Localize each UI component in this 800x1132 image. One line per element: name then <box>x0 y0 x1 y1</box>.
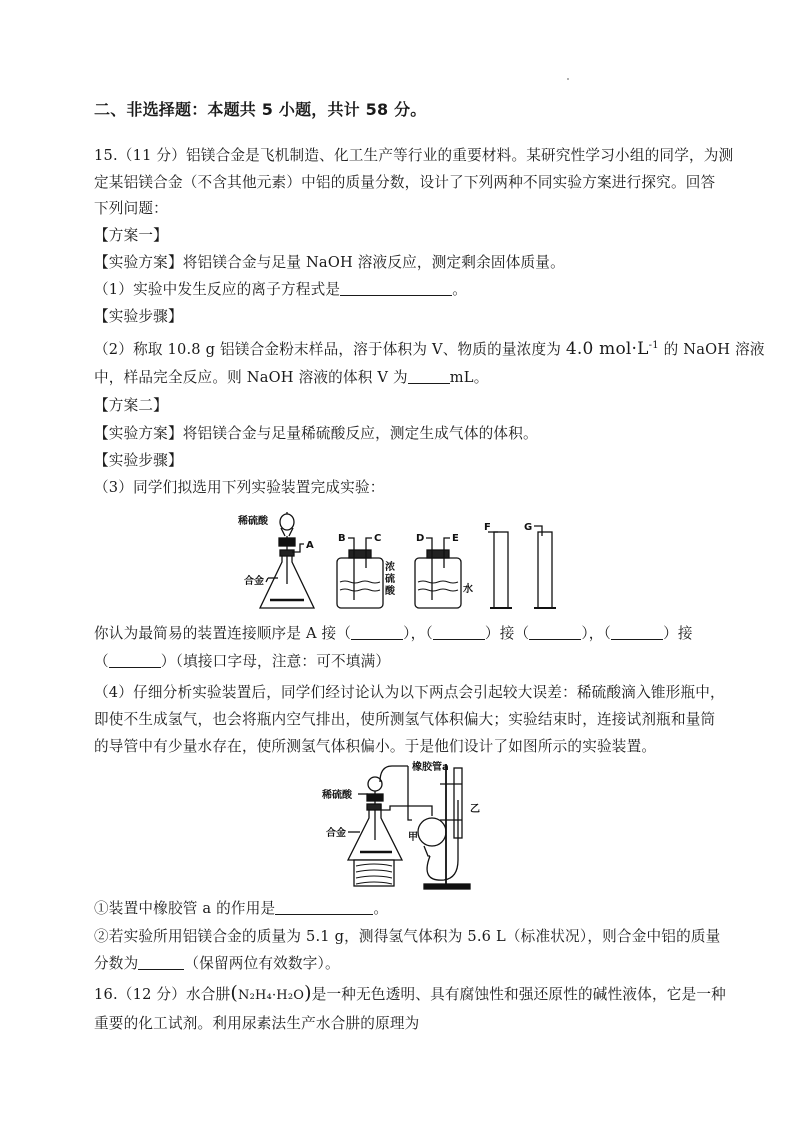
fig1-label-B: B <box>338 533 346 544</box>
fig1-label-D: D <box>416 533 425 544</box>
order-text-2: ），（ <box>403 625 433 642</box>
q15-part3-order-line-1 <box>94 624 693 644</box>
page-mark <box>567 78 569 80</box>
q15-part1 <box>94 280 467 300</box>
fig1-label-G: G <box>524 522 533 533</box>
q15-part4-line-1: （4）仔细分析实验装置后，同学们经讨论认为以下两点会引起较大误差：稀硫酸滴入锥形瓶中， <box>94 684 725 701</box>
fig1-conc-acid-1: 浓 <box>385 562 395 573</box>
part4-ii-end: （保留两位有效数字）。 <box>184 955 340 972</box>
fig2-tube-label: 橡胶管a <box>412 762 449 773</box>
q15-part4-line-2: 即使不生成氢气，也会将瓶内空气排出，使所测氢气体积偏大；实验结束时，连接试剂瓶和量筒 <box>94 711 716 728</box>
order-blank-3[interactable] <box>529 625 581 640</box>
part1-text: （1）实验中发生反应的离子方程式是 <box>94 281 341 298</box>
section-title: 二、非选择题：本题共 5 小题，共计 58 分。 <box>94 100 427 119</box>
fig2-yi-label: 乙 <box>470 804 480 815</box>
steps-label-1: 【实验步骤】 <box>94 308 183 325</box>
part2-text-c: 中，样品完全反应。则 NaOH 溶液的体积 V 为 <box>94 369 408 386</box>
part4-i-end: 。 <box>373 900 389 917</box>
q15-intro-line-3: 下列问题： <box>94 200 168 217</box>
q15-intro-line-1: 15.（11 分）铝镁合金是飞机制造、化工生产等行业的重要材料。某研究性学习小组的同学，为测 <box>94 147 734 164</box>
order-text-7: ）（填接口字母，注意：可不填满） <box>160 653 391 670</box>
fig2-acid-label: 稀硫酸 <box>322 790 352 801</box>
fig1-conc-acid-2: 硫 <box>385 574 395 585</box>
order-text-4: ），（ <box>581 625 612 642</box>
fig1-acid-label: 稀硫酸 <box>238 516 268 527</box>
answer-blank-3[interactable] <box>275 900 373 915</box>
q15-part4-i <box>94 899 388 919</box>
steps-label-2: 【实验步骤】 <box>94 452 183 469</box>
q16-formula-paren-close: ) <box>304 982 312 1004</box>
apparatus-drawing-1 <box>230 512 570 617</box>
apparatus-figure-2 <box>320 760 490 899</box>
concentration-exponent: -1 <box>648 340 659 351</box>
q16-text-a: 16.（12 分）水合肼 <box>94 986 231 1003</box>
fig1-label-E: E <box>452 533 459 544</box>
part2-text-a: （2）称取 10.8 g 铝镁合金粉末样品，溶于体积为 V、物质的量浓度为 <box>94 340 562 358</box>
plan1-method: 【实验方案】将铝镁合金与足量 NaOH 溶液反应，测定剩余固体质量。 <box>94 254 565 271</box>
apparatus-figure-1 <box>230 512 570 621</box>
order-blank-4[interactable] <box>611 625 663 640</box>
fig2-alloy-label: 合金 <box>326 828 346 839</box>
q16-formula: N₂H₄·H₂O <box>238 988 305 1003</box>
answer-blank-2[interactable] <box>408 369 450 384</box>
q15-part4-ii-line-1: ②若实验所用铝镁合金的质量为 5.1 g，测得氢气体积为 5.6 L（标准状况），则合金中铝的质量 <box>94 928 721 945</box>
q15-part3: （3）同学们拟选用下列实验装置完成实验： <box>94 479 385 496</box>
order-text-6: （ <box>94 653 109 670</box>
order-text-3: ）接（ <box>484 625 530 642</box>
q15-part4-ii-line-2 <box>94 954 340 974</box>
answer-blank-1[interactable] <box>340 281 452 296</box>
plan2-label: 【方案二】 <box>94 397 168 414</box>
fig1-label-C: C <box>374 533 382 544</box>
q16-line-1 <box>94 983 726 1006</box>
plan1-label: 【方案一】 <box>94 227 168 244</box>
fig1-label-F: F <box>484 522 491 533</box>
answer-blank-4[interactable] <box>138 955 184 970</box>
plan2-method: 【实验方案】将铝镁合金与足量稀硫酸反应，测定生成气体的体积。 <box>94 425 538 442</box>
q15-part2-line-1 <box>94 336 765 360</box>
fig2-jia-label: 甲 <box>408 832 418 843</box>
fig1-alloy-label: 合金 <box>244 576 264 587</box>
q16-line-2: 重要的化工试剂。利用尿素法生产水合肼的原理为 <box>94 1015 420 1032</box>
order-blank-1[interactable] <box>351 625 403 640</box>
q16-text-b: 是一种无色透明、具有腐蚀性和强还原性的碱性液体，它是一种 <box>311 986 726 1003</box>
part4-i-text: ①装置中橡胶管 a 的作用是 <box>94 900 276 917</box>
fig1-label-A: A <box>306 540 314 551</box>
part4-ii-text: 分数为 <box>94 955 139 972</box>
fig1-conc-acid-3: 酸 <box>385 586 395 597</box>
q16-formula-paren-open: ( <box>230 982 239 1004</box>
q15-part2-line-2 <box>94 368 489 388</box>
order-text-5: ）接 <box>663 625 693 642</box>
part2-text-d: mL。 <box>449 369 489 386</box>
fig1-water-label: 水 <box>463 584 473 595</box>
part1-end: 。 <box>452 281 467 298</box>
concentration-value: 4.0 mol·L <box>565 338 649 359</box>
q15-part4-line-3: 的导管中有少量水存在，使所测氢气体积偏小。于是他们设计了如图所示的实验装置。 <box>94 738 657 755</box>
q15-part3-order-line-2 <box>94 652 390 672</box>
order-blank-2[interactable] <box>433 625 485 640</box>
apparatus-drawing-2 <box>320 760 490 895</box>
order-blank-5[interactable] <box>109 653 161 668</box>
order-text-1: 你认为最简易的装置连接顺序是 A 接（ <box>94 625 352 642</box>
q15-intro-line-2: 定某铝镁合金（不含其他元素）中铝的质量分数，设计了下列两种不同实验方案进行探究。回答 <box>94 174 716 191</box>
part2-text-b: 的 NaOH 溶液 <box>663 340 765 358</box>
